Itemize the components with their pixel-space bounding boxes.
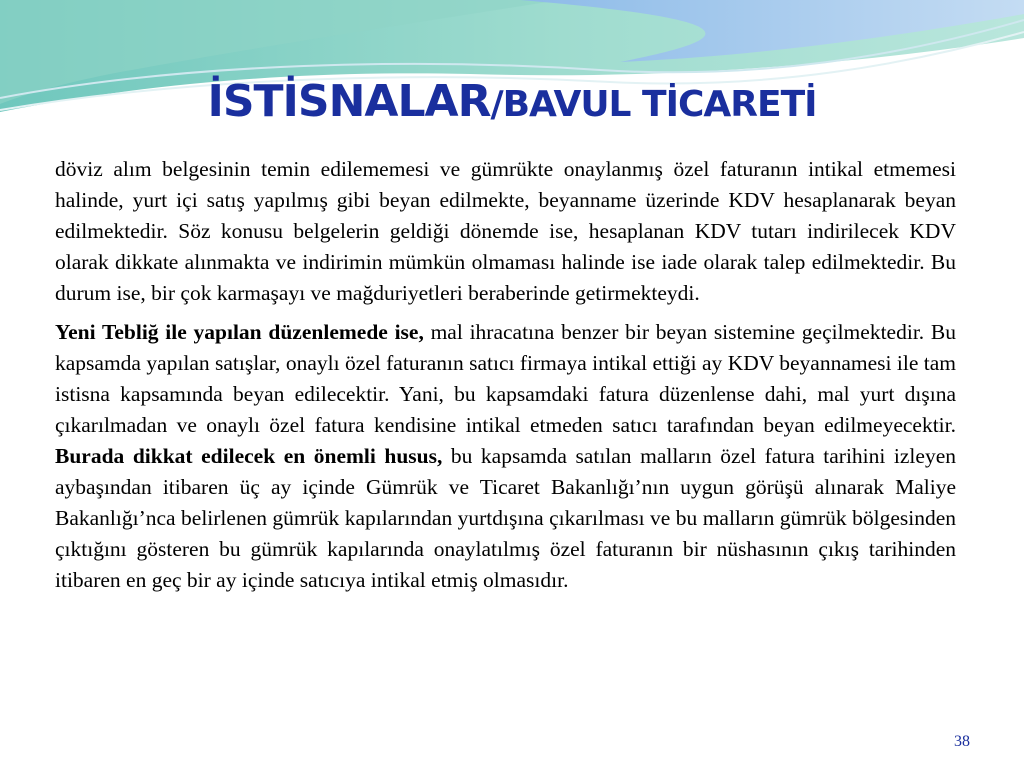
slide-title (0, 76, 1024, 127)
page-number: 38 (954, 733, 970, 750)
paragraph-2-text-2: bu kapsamda satılan malların özel fatura tarihini izleyen aybaşından itibaren üç ay içinde Gümrük ve Ticaret Bakanlığı’nın uygun görüşü alınarak Maliye Bakanlığı’nca belirlenen gümrük kapılarından yurtdışına çıkarılması ve bu malların gümrük bölgesinden çıktığını gösteren bu gümrük kapılarında onaylatılmış özel faturanın bir nüshasının çıkış tarihinden itibaren en geç bir ay içinde satıcıya intikal etmiş olmasıdır. (55, 444, 956, 592)
paragraph-2-text-1: mal ihracatına benzer bir beyan sistemine geçilmektedir. Bu kapsamda yapılan satışlar, onaylı özel faturanın satıcı firmaya intikal ettiği ay KDV beyannamesi ile tam istisna kapsamında beyan edilecektir. Yani, bu kapsamdaki fatura düzenlense dahi, mal yurt dışına çıkarılmadan ve onaylı özel fatura kendisine intikal etmeden satıcı tarafından beyan edilmeyecektir. (55, 320, 957, 437)
paragraph-2 (55, 317, 956, 596)
paragraph-1: döviz alım belgesinin temin edilememesi ve gümrükte onaylanmış özel faturanın intikal etmemesi halinde, yurt içi satış yapılmış gibi beyan edilmekte, beyanname üzerinde KDV hesaplanarak beyan edilmektedir. Söz konusu belgelerin geldiği dönemde ise, hesaplanan KDV tutarı indirilecek KDV olarak dikkate alınmakta ve indirimin mümkün olmaması halinde ise iade olarak talep edilmektedir. Bu durum ise, bir çok karmaşayı ve mağduriyetleri beraberinde getirmekteydi. (55, 157, 956, 305)
slide-title-main: İSTİSNALAR (207, 76, 491, 127)
slide-body (55, 154, 956, 596)
bold-phrase-new-regulation: Yeni Tebliğ ile yapılan düzenlemede ise, (55, 320, 424, 344)
slide-title-sub: /BAVUL TİCARETİ (490, 84, 817, 125)
bold-phrase-important-point: Burada dikkat edilecek en önemli husus, (55, 444, 443, 468)
